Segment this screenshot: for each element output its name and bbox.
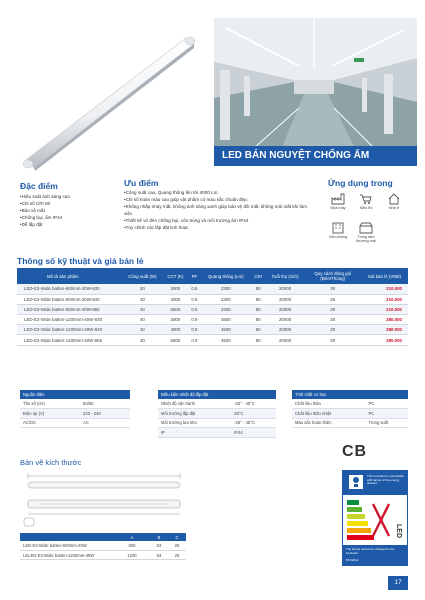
application-photo [214,18,417,166]
spec-cell: 20000 [265,335,304,345]
application-factory [323,193,353,210]
col-header: PF [188,268,201,284]
col-header: Quang thông (Lm) [201,268,251,284]
price-cell: 280.000 [361,325,408,335]
power-heading: Nguồn điện [20,390,130,399]
price-cell: 210.000 [361,284,408,294]
env-label: Môi trường lưu kho [158,418,231,428]
product-title: LED BÁN NGUYỆT CHỐNG ẨM [214,146,417,166]
application-supermarket [351,193,381,210]
energy-label-footer [343,545,407,565]
spec-cell: 20000 [265,315,304,325]
table-row [17,325,408,335]
advantage-item: • Chỉ số hoàn màu cao giúp vật phẩm có màu sắc chuẩn đẹp. [124,196,316,203]
col-header: Mô tả sản phẩm [17,268,122,284]
applications-heading: Ứng dụng trong [328,178,393,188]
spec-cell: 80 [251,325,266,335]
spec-cell: 20 [122,304,163,314]
application-label: Siêu thị [359,206,373,210]
spec-cell: 0.5 [188,294,201,304]
product-code: LED-E3-Wide batten-1200mm-40W-840 [17,325,122,335]
temperature-heading: Điều kiện nhiệt độ lắp đặt [158,390,276,399]
mech-label: Màu sắc hoàn thiện [292,418,366,428]
cb-certification-mark: CB [342,443,368,460]
temperature-table [158,390,276,438]
product-code: LED-E3-Wide batten-1200mm-40W-830 [17,315,122,325]
advantage-item: • Tùy chỉnh các lắp đặt linh hoạt. [124,224,316,231]
env-value: IP44 [231,428,276,438]
feature-item: • Hiệu suất ánh sáng cao [20,193,100,200]
price-cell: 280.000 [361,315,408,325]
table-row [20,409,130,419]
col-header: Giá bán lẻ (VNĐ) [361,268,408,284]
spec-table [17,268,408,346]
energy-label [342,470,408,566]
application-label: Trung tâm thương mại [356,235,376,244]
spec-cell: 20000 [265,325,304,335]
col-header: A [114,533,150,541]
table-row [17,294,408,304]
power-value: 220 - 240 [80,409,130,419]
col-header: Công suất (W) [122,268,163,284]
spec-cell: 2300 [201,294,251,304]
office-icon [331,222,345,234]
price-cell: 210.000 [361,304,408,314]
table-row [158,428,276,438]
spec-cell: 3000 [163,315,188,325]
spec-cell: 4000 [163,294,188,304]
advantages-list [124,189,316,231]
env-value: -20° - 40°C [231,399,276,409]
spec-cell: 30 [305,294,361,304]
spec-cell: 6500 [163,335,188,345]
application-office [323,222,353,239]
col-header: CCT (K) [163,268,188,284]
table-row [17,315,408,325]
energy-label-header [343,471,407,495]
feature-item: • Chỉ số CRI 80 [20,200,100,207]
spec-cell: 30 [305,284,361,294]
price-cell: 280.000 [361,335,408,345]
col-header: Tuổi thọ (Giờ) [265,268,304,284]
spec-cell: 2300 [201,304,251,314]
energy-class-bars [343,496,407,544]
dim-a: 600 [114,541,150,550]
price-cell: 210.000 [361,294,408,304]
col-header: C [168,533,186,541]
feature-item: • Dễ lắp đặt [20,221,100,228]
spec-cell: 80 [251,315,266,325]
spec-cell: 30 [305,304,361,314]
mech-label: Chất liệu thân [292,399,366,409]
mall-icon [359,222,373,234]
table-row [158,399,276,409]
table-row [17,304,408,314]
table-row [20,550,186,559]
table-row [20,541,186,550]
spec-cell: 40 [122,335,163,345]
features-list [20,193,100,228]
col-header [20,533,114,541]
product-image [8,18,208,178]
mech-label: Chất liệu thân nhiệt [292,409,366,419]
spec-cell: 30 [305,325,361,335]
env-label: Môi trường lắp đặt [158,409,231,419]
product-code: LED-E3-Wide batten-600mm-20W-830 [17,284,122,294]
power-label: AC/DC [20,418,80,428]
spec-cell: 0.9 [188,335,201,345]
spec-cell: 30 [305,335,361,345]
product-code: LED-E3-Wide batten-1200mm-40W-865 [17,335,122,345]
drawing-heading: Bản vẽ kích thước [20,458,82,467]
energy-label-code: 874/2012 [346,558,359,562]
spec-cell: 20000 [265,284,304,294]
advantages-heading: Ưu điểm [124,178,159,188]
product-code: LED-E3-Wide batten-600mm-20W-840 [17,294,122,304]
dimension-drawing [20,470,190,528]
env-label: Nhiệt độ vận hành [158,399,231,409]
spec-cell: 20000 [265,294,304,304]
col-header: B [150,533,168,541]
spec-header-row [17,268,408,284]
spec-cell: 80 [251,335,266,345]
mechanical-table [292,390,408,428]
advantage-item: • Không nhấp nháy mắt, không ánh sáng xanh giúp bảo vệ đôi mắt, không mỏi mắt khi làm việc. [124,203,316,217]
dim-b: 63 [150,550,168,559]
spec-cell: 0.5 [188,304,201,314]
power-label: Điện áp (V) [20,409,80,419]
spec-cell: 3000 [163,284,188,294]
energy-label-top-text: This luminaire is compatible with lamps of the energy classes: [367,474,405,486]
supermarket-icon [359,193,373,205]
power-label: Tần số (Hz) [20,399,80,409]
env-value: 25°C [231,409,276,419]
application-house [379,193,409,210]
spec-cell: 0.5 [188,284,201,294]
spec-cell: 4500 [201,335,251,345]
spec-cell: 20 [122,294,163,304]
spec-cell: 80 [251,304,266,314]
factory-icon [331,193,345,205]
table-row [17,335,408,345]
dim-model: LELED-E3-Wide batten-1200mm-40W [20,550,114,559]
table-row [17,284,408,294]
mech-value: PC [366,399,409,409]
table-row [292,418,408,428]
house-icon [387,193,401,205]
energy-label-bottom-text: The lamps cannot be changed in the luminaire [346,547,395,555]
spec-heading: Thông số kỹ thuật và giá bán lẻ [17,256,144,266]
svg-text:LED: LED [395,524,402,538]
feature-item: • Bảo vệ mắt [20,207,100,214]
advantage-item: • Công suất cao, Quang thông lên tới 4000 Lm. [124,189,316,196]
spec-cell: 80 [251,284,266,294]
power-value: 50/60 [80,399,130,409]
page-number: 17 [388,576,408,590]
mech-value: PC [366,409,409,419]
spec-cell: 0.9 [188,315,201,325]
spec-cell: 20000 [265,304,304,314]
table-row [292,409,408,419]
application-label: Nhà ở [388,206,400,210]
application-label: Nhà máy [330,206,346,210]
dim-b: 63 [150,541,168,550]
env-label: IP [158,428,231,438]
spec-cell: 6500 [163,304,188,314]
features-heading: Đặc điểm [20,181,58,191]
env-value: -25° - 45°C [231,418,276,428]
application-label: Văn phòng [328,235,348,239]
spec-cell: 30 [305,315,361,325]
col-header: Quy cách đóng gói (Đèn/Thùng) [305,268,361,284]
spec-cell: 40 [122,325,163,335]
product-code: LED-E3-Wide batten-600mm-20W-865 [17,304,122,314]
dimension-table [20,533,186,560]
mechanical-heading: Tính chất cơ học [292,390,408,399]
spec-cell: 2300 [201,284,251,294]
dim-model: LED-E3-Wide batten-600mm-20W [20,541,114,550]
spec-cell: 4500 [201,325,251,335]
power-table [20,390,130,428]
dim-c: 28 [168,550,186,559]
spec-cell: 0.9 [188,325,201,335]
feature-item: • Chống bụi, ẩm IP44 [20,214,100,221]
spec-cell: 80 [251,294,266,304]
table-row [20,399,130,409]
col-header: CRI [251,268,266,284]
spec-cell: 4500 [201,315,251,325]
power-value: AC [80,418,130,428]
application-mall [351,222,381,244]
spec-cell: 20 [122,284,163,294]
table-row [158,418,276,428]
table-row [292,399,408,409]
table-row [20,418,130,428]
table-row [158,409,276,419]
spec-cell: 40 [122,315,163,325]
advantage-item: • Thiết kế vỏ đèn chống bụi, côn trùng và môi trường ẩm IP44 [124,217,316,224]
mech-value: Trong suốt [366,418,409,428]
dim-a: 1200 [114,550,150,559]
dim-c: 28 [168,541,186,550]
spec-cell: 4000 [163,325,188,335]
